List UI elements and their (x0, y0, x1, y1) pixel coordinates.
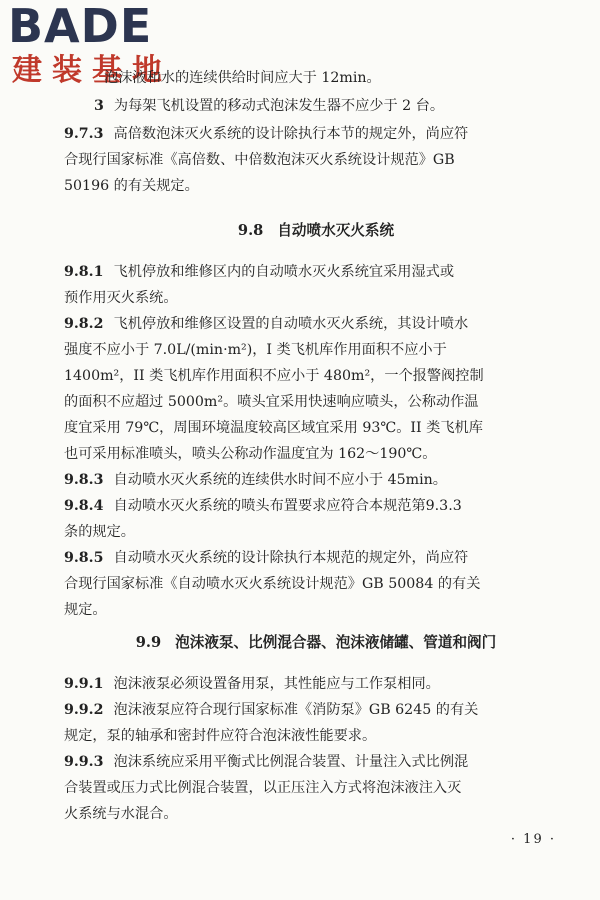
clause-text: 自动喷水灭火系统的设计除执行本规范的规定外，尚应符 (113, 550, 469, 566)
clause-line: 合现行国家标准《自动喷水灭火系统设计规范》GB 50084 的有关 (64, 576, 481, 592)
clause-line: 强度不应小于 7.0L/(min·m²)，I 类飞机库作用面积不应小于 (64, 342, 447, 358)
clause-line: 合装置或压力式比例混合装置，以正压注入方式将泡沫液注入灭 (64, 780, 462, 796)
clause-9-8-3 (64, 470, 568, 490)
clause-number: 9.8.2 (64, 316, 104, 332)
clause-number: 9.9.1 (64, 676, 104, 692)
clause-9-8-1 (64, 262, 568, 282)
clause-line: 的面积不应超过 5000m²。喷头宜采用快速响应喷头，公称动作温 (64, 394, 479, 410)
clause-text: 泡沫液泵应符合现行国家标准《消防泵》GB 6245 的有关 (113, 702, 479, 718)
section-heading-9-8 (64, 220, 568, 242)
clause-line: 规定。 (64, 602, 107, 618)
clause-9-7-3 (64, 124, 568, 144)
clause-9-8-2 (64, 314, 568, 334)
clause-line: 合现行国家标准《高倍数、中倍数泡沫灭火系统设计规范》GB (64, 152, 455, 168)
clause-line: 也可采用标准喷头，喷头公称动作温度宜为 162～190℃。 (64, 446, 437, 462)
list-item (64, 96, 568, 116)
clause-9-9-2 (64, 700, 568, 720)
clause-text: 飞机停放和维修区设置的自动喷水灭火系统，其设计喷水 (113, 316, 469, 332)
section-heading-9-9 (64, 632, 568, 654)
section-title: 自动喷水灭火系统 (277, 222, 395, 239)
item-text: 为每架飞机设置的移动式泡沫发生器不应少于 2 台。 (113, 98, 445, 114)
clause-text: 泡沫液泵必须设置备用泵，其性能应与工作泵相同。 (113, 676, 440, 692)
clause-line: 条的规定。 (64, 524, 135, 540)
clause-number: 9.8.1 (64, 264, 104, 280)
clause-9-8-5 (64, 548, 568, 568)
clause-number: 9.8.4 (64, 498, 104, 514)
clause-9-8-4 (64, 496, 568, 516)
clause-line: 50196 的有关规定。 (64, 178, 199, 194)
clause-line: 预作用灭火系统。 (64, 290, 178, 306)
section-number: 9.8 (237, 222, 264, 239)
clause-9-9-3 (64, 752, 568, 772)
section-number: 9.9 (135, 634, 162, 651)
logo-subtitle: 建装基地 (12, 53, 172, 88)
section-title: 泡沫液泵、比例混合器、泡沫液储罐、管道和阀门 (175, 634, 497, 651)
page-number: · 19 · (510, 832, 556, 847)
clause-line: 火系统与水混合。 (64, 806, 178, 822)
clause-text: 自动喷水灭火系统的连续供水时间不应小于 45min。 (113, 472, 447, 488)
clause-number: 9.9.3 (64, 754, 104, 770)
paragraph-line: 泡沫液和水的连续供给时间应大于 12min。 (104, 70, 381, 86)
clause-number: 9.9.2 (64, 702, 104, 718)
clause-number: 9.8.3 (64, 472, 104, 488)
clause-text: 飞机停放和维修区内的自动喷水灭火系统宜采用湿式或 (113, 264, 455, 280)
clause-text: 高倍数泡沫灭火系统的设计除执行本节的规定外，尚应符 (113, 126, 469, 142)
item-number: 3 (94, 98, 104, 114)
clause-line: 1400m²，II 类飞机库作用面积不应小于 480m²，一个报警阀控制 (64, 368, 484, 384)
clause-line: 规定，泵的轴承和密封件应符合泡沫液性能要求。 (64, 728, 377, 744)
logo-wordmark: BADE (8, 0, 153, 53)
clause-text: 自动喷水灭火系统的喷头布置要求应符合本规范第9.3.3 (113, 498, 462, 514)
clause-text: 泡沫系统应采用平衡式比例混合装置、计量注入式比例混 (113, 754, 469, 770)
clause-number: 9.8.5 (64, 550, 104, 566)
clause-number: 9.7.3 (64, 126, 104, 142)
clause-9-9-1 (64, 674, 568, 694)
clause-line: 度宜采用 79℃，周围环境温度较高区域宜采用 93℃。II 类飞机库 (64, 420, 483, 436)
